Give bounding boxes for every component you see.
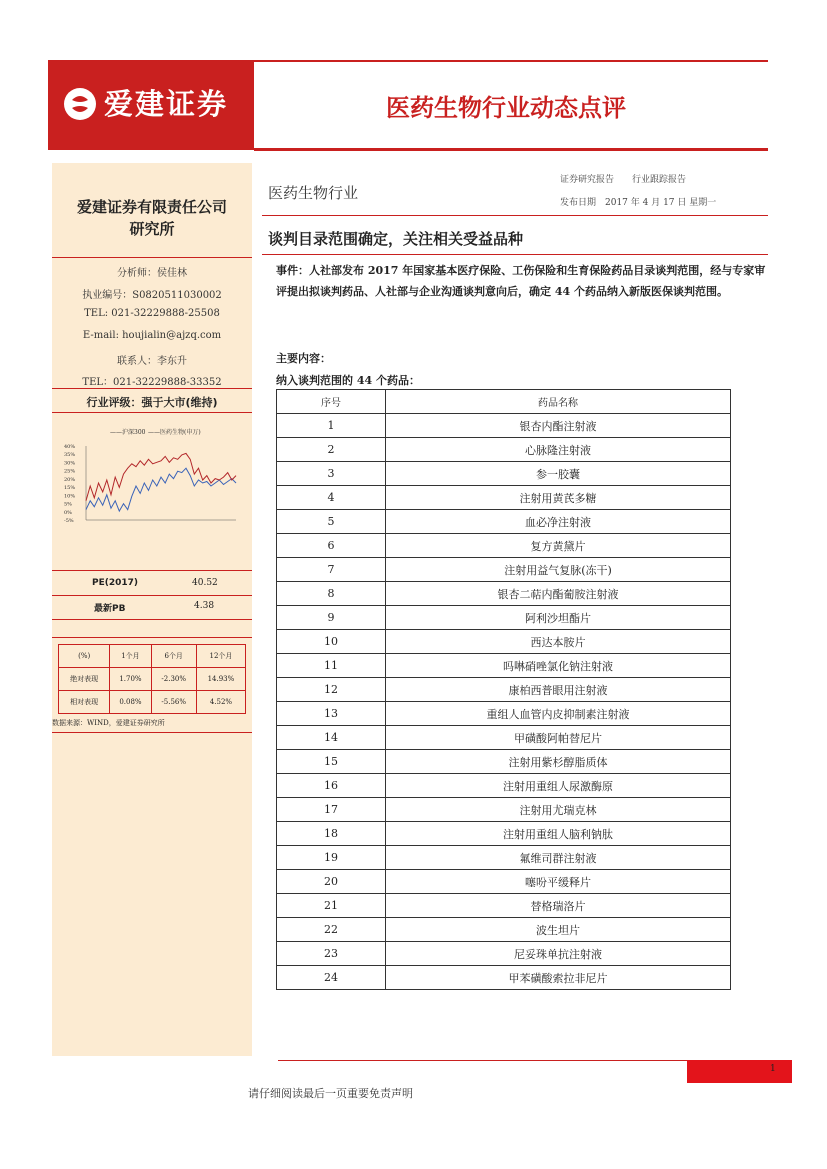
footer-rule [278,1060,687,1061]
table-cell: 1.70% [110,668,151,691]
drug-name-cell: 重组人血管内皮抑制素注射液 [386,702,731,726]
report-date: 发布日期 2017 年 4 月 17 日 星期一 [560,198,717,208]
drug-table [276,389,731,990]
sidebar-divider [52,570,252,571]
drug-index-cell: 6 [277,534,386,558]
table-row [277,846,731,870]
drug-name-cell: 注射用益气复脉(冻干) [386,558,731,582]
table-cell: -5.56% [151,691,196,714]
drug-name-cell: 氟维司群注射液 [386,846,731,870]
sidebar-divider [52,412,252,413]
table-row [277,894,731,918]
performance-chart [60,420,246,560]
table-row [277,822,731,846]
drug-name-cell: 复方黄黛片 [386,534,731,558]
table-row [277,438,731,462]
table-row [277,678,731,702]
drug-name-cell: 尼妥珠单抗注射液 [386,942,731,966]
table-cell: 相对表现 [59,691,110,714]
table-cell: 绝对表现 [59,668,110,691]
sidebar-divider [52,257,252,258]
drug-name-cell: 血必净注射液 [386,510,731,534]
drug-index-cell: 24 [277,966,386,990]
table-row [277,510,731,534]
sidebar-divider [52,637,252,638]
analyst-tel: TEL: 021-32229888-25508 [84,308,220,319]
company-name [52,196,252,240]
drug-name-cell: 波生坦片 [386,918,731,942]
table-row [277,534,731,558]
pb-value: 4.38 [194,601,215,611]
table-header-cell: (%) [59,645,110,668]
drug-name-cell: 注射用重组人脑利钠肽 [386,822,731,846]
company-name-line2: 研究所 [129,220,175,238]
drug-name-cell: 银杏二萜内酯葡胺注射液 [386,582,731,606]
table-row [277,942,731,966]
analyst-license: 执业编号：S0820511030002 [82,290,222,301]
drug-index-cell: 4 [277,486,386,510]
table-row [277,870,731,894]
brand-name: 爱建证券 [104,87,229,121]
performance-table [58,644,246,714]
header-rule-top [254,60,768,62]
drug-index-cell: 15 [277,750,386,774]
sidebar-divider [52,732,252,733]
drug-index-cell: 14 [277,726,386,750]
table-header-cell: 药品名称 [386,390,731,414]
sidebar-divider [52,388,252,389]
chart-y-tick-label: 5% [64,501,72,508]
report-series-title: 医药生物行业动态点评 [386,94,626,122]
main-divider [262,215,768,216]
event-paragraph: 事件：人社部发布 2017 年国家基本医疗保险、工伤保险和生育保险药品目录谈判范围，经与专家审评提出拟谈判药品、人社部与企业沟通谈判意向后，确定 44 个药品纳入新版医保谈判范围。 [276,264,766,298]
table-row [277,654,731,678]
sidebar-divider [52,595,252,596]
industry-rating: 行业评级：强于大市(维持) [86,396,218,409]
drug-index-cell: 11 [277,654,386,678]
drug-name-cell: 参一胶囊 [386,462,731,486]
drug-name-cell: 康柏西普眼用注射液 [386,678,731,702]
table-cell: 14.93% [196,668,245,691]
company-name-line1: 爱建证券有限责任公司 [76,198,227,216]
chart-y-tick-label: 35% [64,452,76,459]
analyst-name: 分析师：侯佳林 [117,268,187,279]
drug-index-cell: 19 [277,846,386,870]
chart-y-tick-label: -5% [64,518,74,524]
drug-name-cell: 注射用重组人尿激酶原 [386,774,731,798]
chart-legend-b: ——医药生物(申万) [148,429,201,436]
table-row [277,414,731,438]
table-row [277,630,731,654]
table-row [277,966,731,990]
table-header-row [59,645,246,668]
analyst-email[interactable]: E-mail: houjialin@ajzq.com [82,330,222,341]
table-row [277,750,731,774]
table-row [277,558,731,582]
drug-index-cell: 5 [277,510,386,534]
chart-y-tick-label: 20% [64,476,76,483]
drug-index-cell: 7 [277,558,386,582]
chart-y-axis [64,444,236,524]
drug-name-cell: 甲磺酸阿帕替尼片 [386,726,731,750]
drug-name-cell: 注射用紫杉醇脂质体 [386,750,731,774]
pe-value: 40.52 [192,578,218,588]
drug-index-cell: 12 [277,678,386,702]
drug-index-cell: 20 [277,870,386,894]
chart-y-tick-label: 40% [64,444,76,450]
drug-name-cell: 心脉隆注射液 [386,438,731,462]
drug-name-cell: 阿利沙坦酯片 [386,606,731,630]
report-type: 证券研究报告 行业跟踪报告 [560,175,687,185]
pe-label: PE(2017) [92,578,139,588]
chart-y-tick-label: 15% [64,485,76,492]
chart-series-line-0 [86,468,236,511]
chart-y-tick-label: 0% [64,509,72,516]
table-cell: 4.52% [196,691,245,714]
chart-y-tick-label: 30% [64,460,76,467]
table-row [277,918,731,942]
drug-name-cell: 吗啉硝唑氯化钠注射液 [386,654,731,678]
chart-y-tick-label: 10% [64,493,76,500]
table-row [277,702,731,726]
summary-heading: 主要内容： [276,352,331,365]
drug-index-cell: 13 [277,702,386,726]
drug-name-cell: 银杏内酯注射液 [386,414,731,438]
table-row [277,462,731,486]
table-header-cell: 12个月 [196,645,245,668]
footer-page-block [687,1060,792,1083]
main-divider [262,254,768,255]
drug-index-cell: 3 [277,462,386,486]
drug-index-cell: 16 [277,774,386,798]
data-source-note: 数据来源：WIND，爱建证券研究所 [52,719,165,727]
drug-index-cell: 21 [277,894,386,918]
page-number: 1 [770,1064,776,1074]
drug-list-heading: 纳入谈判范围的 44 个药品： [276,374,420,387]
table-row [277,606,731,630]
drug-name-cell: 西达本胺片 [386,630,731,654]
industry-name: 医药生物行业 [268,184,359,202]
disclaimer-note: 请仔细阅读最后一页重要免责声明 [248,1087,413,1100]
table-row [59,691,246,714]
drug-index-cell: 22 [277,918,386,942]
chart-legend-a: ——沪深300 [110,429,146,436]
chart-plot-area [86,453,236,511]
pb-label: 最新PB [94,604,126,614]
table-row [277,582,731,606]
drug-name-cell: 噻吩平缓释片 [386,870,731,894]
table-row [277,486,731,510]
drug-index-cell: 23 [277,942,386,966]
table-row [59,668,246,691]
brand-logo-icon [62,86,98,122]
chart-y-tick-label: 25% [64,468,76,475]
drug-table-body [277,414,731,990]
drug-index-cell: 17 [277,798,386,822]
table-row [277,726,731,750]
drug-index-cell: 1 [277,414,386,438]
table-row [277,798,731,822]
table-cell: 0.08% [110,691,151,714]
drug-name-cell: 注射用尤瑞克林 [386,798,731,822]
drug-index-cell: 18 [277,822,386,846]
drug-index-cell: 10 [277,630,386,654]
drug-index-cell: 9 [277,606,386,630]
table-header-cell: 1个月 [110,645,151,668]
table-cell: -2.30% [151,668,196,691]
drug-name-cell: 注射用黄芪多糖 [386,486,731,510]
table-header-row [277,390,731,414]
table-header-cell: 序号 [277,390,386,414]
drug-index-cell: 2 [277,438,386,462]
header-rule-bottom [254,148,768,151]
drug-name-cell: 甲苯磺酸索拉非尼片 [386,966,731,990]
table-header-cell: 6个月 [151,645,196,668]
contact-tel: TEL：021-32229888-33352 [82,377,222,388]
sidebar-divider [52,619,252,620]
contact-name: 联系人：李东升 [117,356,187,367]
drug-name-cell: 替格瑞洛片 [386,894,731,918]
report-headline: 谈判目录范围确定，关注相关受益品种 [268,230,524,248]
table-row [277,774,731,798]
drug-index-cell: 8 [277,582,386,606]
